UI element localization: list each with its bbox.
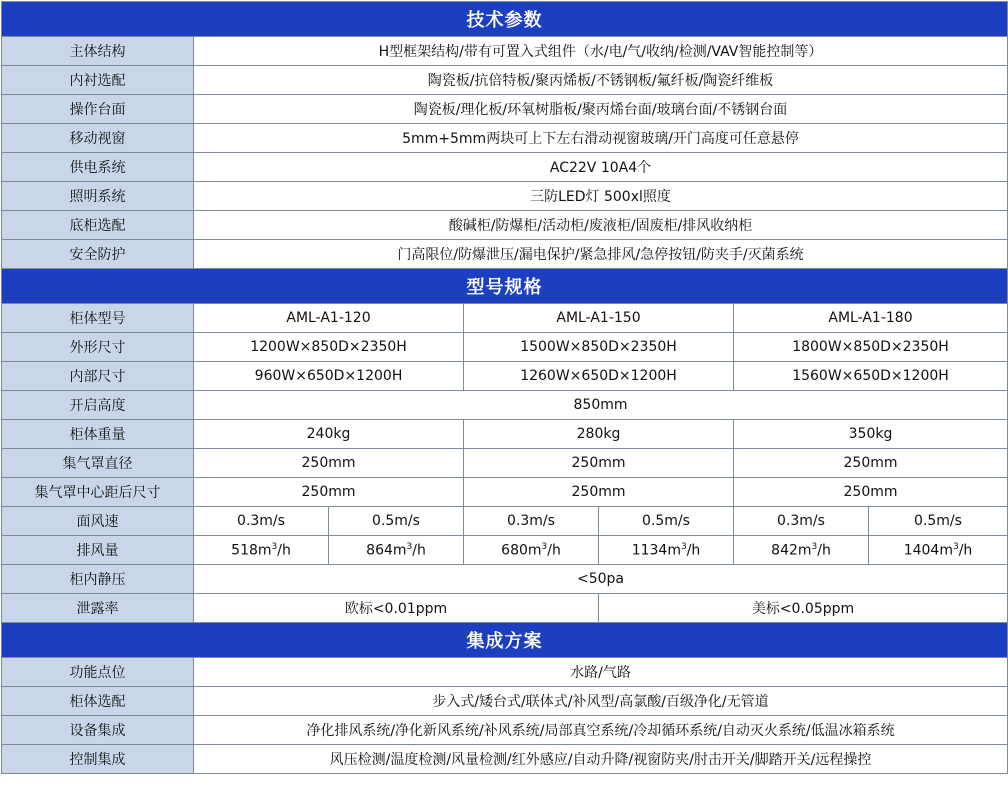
face-velocity-cell: 0.5m/s [329, 507, 464, 536]
model-type-cell: AML-A1-120 [194, 304, 464, 333]
weight-cell: 350kg [734, 420, 1008, 449]
exhaust-value: 842m [771, 542, 812, 559]
inner-size-cell: 1560W×650D×1200H [734, 362, 1008, 391]
row-label: 开启高度 [2, 391, 194, 420]
row-value: 步入式/矮台式/联体式/补风型/高氯酸/百级净化/无管道 [194, 687, 1008, 716]
table-row [2, 182, 1008, 211]
table-row [2, 391, 1008, 420]
table-row [2, 66, 1008, 95]
row-value: 陶瓷板/抗倍特板/聚丙烯板/不锈钢板/氟纤板/陶瓷纤维板 [194, 66, 1008, 95]
exhaust-exponent: 3 [952, 541, 959, 552]
row-label: 外形尺寸 [2, 333, 194, 362]
table-row [2, 658, 1008, 687]
row-label: 面风速 [2, 507, 194, 536]
row-label: 柜体型号 [2, 304, 194, 333]
inner-size-cell: 1260W×650D×1200H [464, 362, 734, 391]
exhaust-unit: /h [686, 542, 701, 559]
row-label: 主体结构 [2, 37, 194, 66]
hood-diameter-cell: 250mm [464, 449, 734, 478]
row-label: 柜体选配 [2, 687, 194, 716]
table-row [2, 240, 1008, 269]
row-label: 集气罩直径 [2, 449, 194, 478]
row-label: 底柜选配 [2, 211, 194, 240]
row-value: 门高限位/防爆泄压/漏电保护/紧急排风/急停按钮/防夹手/灭菌系统 [194, 240, 1008, 269]
table-row [2, 536, 1008, 565]
section-title-integration: 集成方案 [2, 623, 1008, 658]
model-type-cell: AML-A1-150 [464, 304, 734, 333]
exhaust-volume-cell [734, 536, 869, 565]
static-pressure-cell: <50pa [194, 565, 1008, 594]
exhaust-exponent: 3 [811, 541, 818, 552]
table-row [2, 37, 1008, 66]
table-row [2, 362, 1008, 391]
hood-diameter-cell: 250mm [194, 449, 464, 478]
section-header-model [2, 269, 1008, 304]
spec-sheet [1, 1, 1007, 774]
exhaust-volume-cell [329, 536, 464, 565]
table-row [2, 745, 1008, 774]
table-row [2, 687, 1008, 716]
row-label: 柜体重量 [2, 420, 194, 449]
row-label: 内衬选配 [2, 66, 194, 95]
row-value: 5mm+5mm两块可上下左右滑动视窗玻璃/开门高度可任意悬停 [194, 124, 1008, 153]
hood-distance-cell: 250mm [734, 478, 1008, 507]
row-value: 水路/气路 [194, 658, 1008, 687]
exhaust-value: 864m [366, 542, 407, 559]
exhaust-value: 518m [231, 542, 272, 559]
row-value: 风压检测/温度检测/风量检测/红外感应/自动升降/视窗防夹/肘击开关/脚踏开关/远程操控 [194, 745, 1008, 774]
row-value: 酸碱柜/防爆柜/活动柜/废液柜/固废柜/排风收纳柜 [194, 211, 1008, 240]
table-row [2, 716, 1008, 745]
leak-rate-us-cell: 美标<0.05ppm [599, 594, 1008, 623]
row-value: 陶瓷板/理化板/环氧树脂板/聚丙烯台面/玻璃台面/不锈钢台面 [194, 95, 1008, 124]
section-header-integration [2, 623, 1008, 658]
exhaust-exponent: 3 [541, 541, 548, 552]
row-label: 供电系统 [2, 153, 194, 182]
row-label: 照明系统 [2, 182, 194, 211]
model-type-cell: AML-A1-180 [734, 304, 1008, 333]
row-label: 内部尺寸 [2, 362, 194, 391]
table-row [2, 478, 1008, 507]
row-label: 操作台面 [2, 95, 194, 124]
section-title-model: 型号规格 [2, 269, 1008, 304]
exhaust-volume-cell [194, 536, 329, 565]
face-velocity-cell: 0.5m/s [869, 507, 1008, 536]
spec-table [1, 1, 1008, 774]
row-value: 净化排风系统/净化新风系统/补风系统/局部真空系统/冷却循环系统/自动灭火系统/低温冰箱系统 [194, 716, 1008, 745]
row-value: H型框架结构/带有可置入式组件（水/电/气/收纳/检测/VAV智能控制等） [194, 37, 1008, 66]
table-row [2, 153, 1008, 182]
weight-cell: 240kg [194, 420, 464, 449]
section-header-tech [2, 2, 1008, 37]
row-label: 安全防护 [2, 240, 194, 269]
table-row [2, 95, 1008, 124]
outer-size-cell: 1200W×850D×2350H [194, 333, 464, 362]
row-label: 控制集成 [2, 745, 194, 774]
section-title-tech: 技术参数 [2, 2, 1008, 37]
table-row [2, 507, 1008, 536]
exhaust-value: 680m [501, 542, 542, 559]
hood-diameter-cell: 250mm [734, 449, 1008, 478]
row-label: 集气罩中心距后尺寸 [2, 478, 194, 507]
table-row [2, 420, 1008, 449]
exhaust-value: 1134m [631, 542, 681, 559]
row-value: AC22V 10A4个 [194, 153, 1008, 182]
exhaust-value: 1404m [903, 542, 953, 559]
row-label: 功能点位 [2, 658, 194, 687]
outer-size-cell: 1800W×850D×2350H [734, 333, 1008, 362]
row-label: 柜内静压 [2, 565, 194, 594]
exhaust-exponent: 3 [680, 541, 687, 552]
hood-distance-cell: 250mm [194, 478, 464, 507]
table-row [2, 565, 1008, 594]
outer-size-cell: 1500W×850D×2350H [464, 333, 734, 362]
exhaust-volume-cell [464, 536, 599, 565]
exhaust-unit: /h [277, 542, 291, 559]
leak-rate-eu-cell: 欧标<0.01ppm [194, 594, 599, 623]
face-velocity-cell: 0.3m/s [464, 507, 599, 536]
exhaust-volume-cell [869, 536, 1008, 565]
face-velocity-cell: 0.3m/s [194, 507, 329, 536]
table-row [2, 594, 1008, 623]
weight-cell: 280kg [464, 420, 734, 449]
exhaust-unit: /h [817, 542, 831, 559]
table-row [2, 124, 1008, 153]
exhaust-volume-cell [599, 536, 734, 565]
face-velocity-cell: 0.3m/s [734, 507, 869, 536]
row-label: 排风量 [2, 536, 194, 565]
exhaust-exponent: 3 [406, 541, 413, 552]
exhaust-unit: /h [958, 542, 973, 559]
row-value: 三防LED灯 500xl照度 [194, 182, 1008, 211]
table-row [2, 333, 1008, 362]
row-label: 设备集成 [2, 716, 194, 745]
hood-distance-cell: 250mm [464, 478, 734, 507]
exhaust-exponent: 3 [271, 541, 278, 552]
exhaust-unit: /h [547, 542, 561, 559]
face-velocity-cell: 0.5m/s [599, 507, 734, 536]
table-row [2, 449, 1008, 478]
open-height-cell: 850mm [194, 391, 1008, 420]
row-label: 移动视窗 [2, 124, 194, 153]
row-label: 泄露率 [2, 594, 194, 623]
table-row [2, 304, 1008, 333]
exhaust-unit: /h [412, 542, 426, 559]
table-row [2, 211, 1008, 240]
inner-size-cell: 960W×650D×1200H [194, 362, 464, 391]
